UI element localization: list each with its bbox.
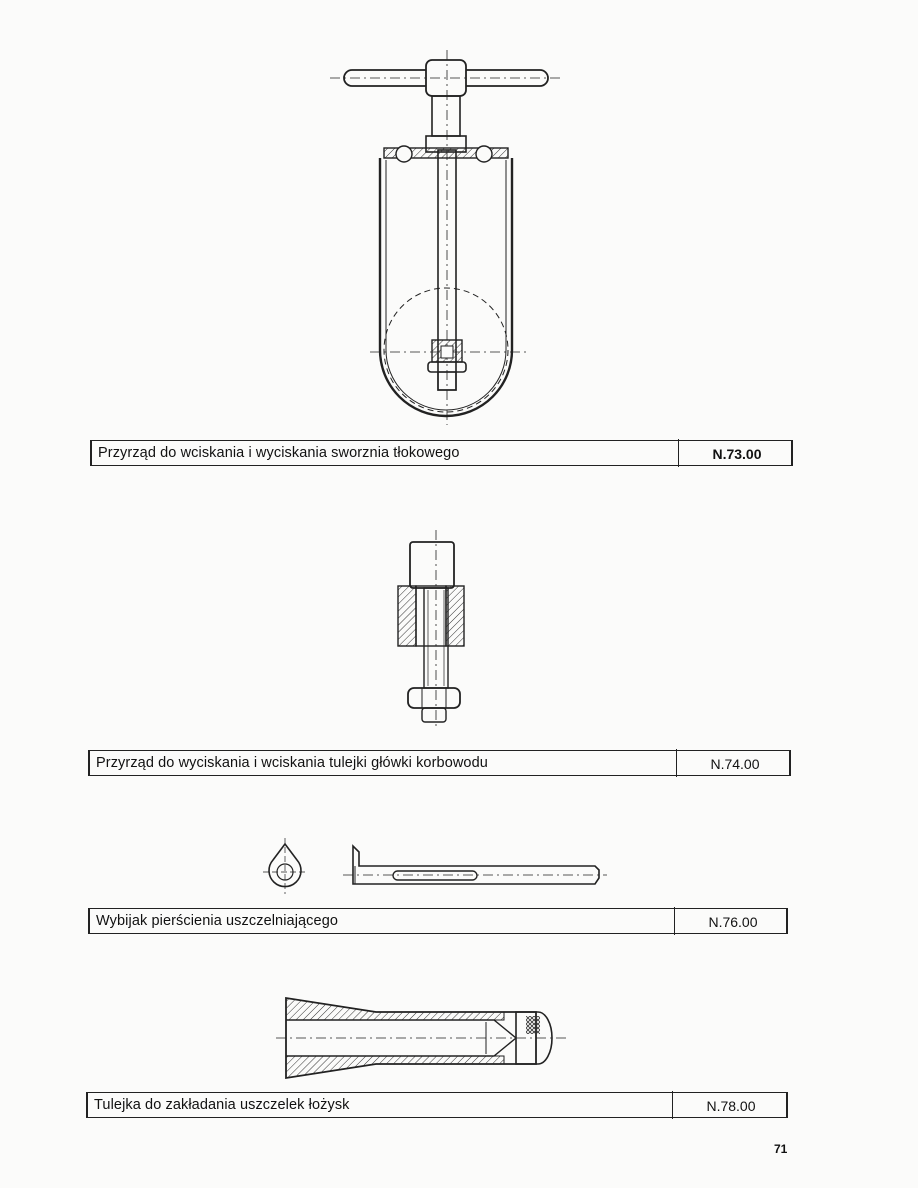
drawing-piston-pin-press	[330, 50, 570, 430]
drawing-ring-drift	[255, 838, 615, 898]
caption-box-n7600	[88, 908, 788, 934]
tool-title-n7300: Przyrząd do wciskania i wyciskania sworznia tłokowego	[98, 445, 460, 461]
caption-box-n7400	[88, 750, 791, 776]
tool-code-n7600: N.76.00	[708, 914, 758, 930]
caption-divider	[672, 1091, 673, 1119]
caption-box-n7800	[86, 1092, 788, 1118]
drawing-bush-press	[380, 530, 490, 740]
tool-title-n7800: Tulejka do zakładania uszczelek łożysk	[94, 1097, 350, 1113]
caption-divider	[674, 907, 675, 935]
tool-code-n7800: N.78.00	[706, 1098, 756, 1114]
drawing-seal-sleeve	[276, 990, 576, 1090]
tool-title-n7600: Wybijak pierścienia uszczelniającego	[96, 913, 339, 929]
caption-divider	[678, 439, 679, 467]
caption-box-n7300	[90, 440, 793, 466]
tool-code-n7400: N.74.00	[710, 756, 760, 772]
page-number: 71	[774, 1142, 788, 1156]
caption-divider	[676, 749, 677, 777]
tool-code-n7300: N.73.00	[712, 446, 762, 462]
tool-title-n7400: Przyrząd do wyciskania i wciskania tulejki główki korbowodu	[96, 755, 488, 771]
